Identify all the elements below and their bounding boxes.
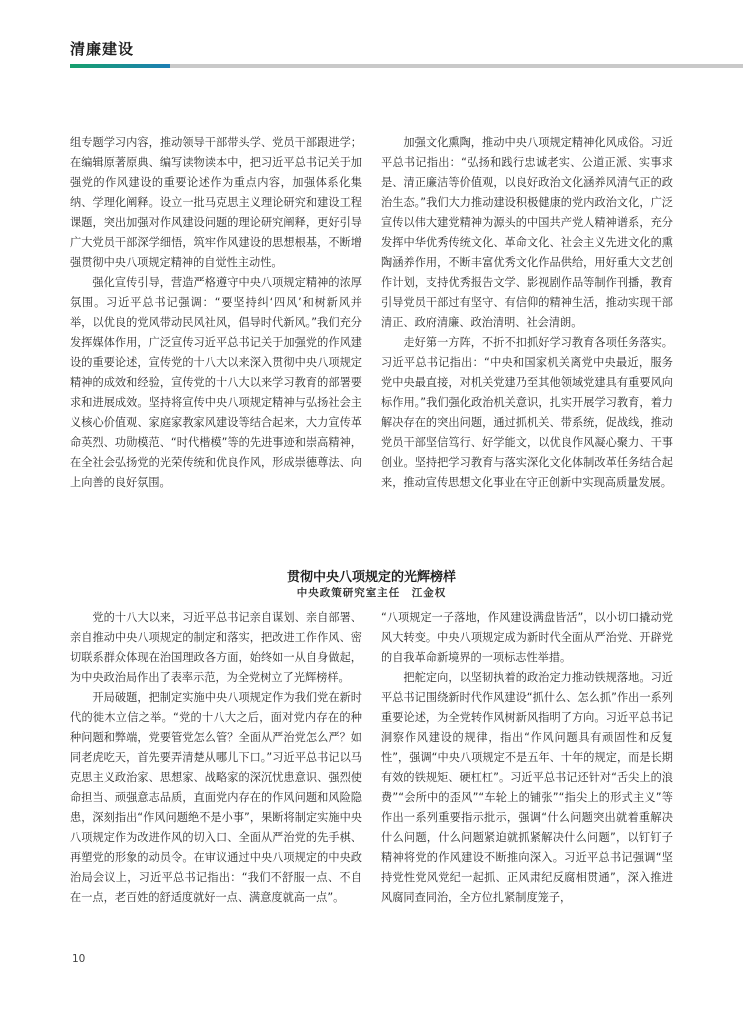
paragraph: 组专题学习内容，推动领导干部带头学、党员干部跟进学；在编辑原著原典、编写读物读本中，把习近平总书记关于加强党的作风建设的重要论述作为重点内容，加强体系化集纳、学理化阐释。设立一批马克思主义理论研究和建设工程课题，突出加强对作风建设问题的理论研究阐释，更好引导广大党员干部深学细悟，筑牢作风建设的思想根基，不断增强贯彻中央八项规定精神的自觉性主动性。 [70, 136, 362, 269]
header-rule [70, 64, 743, 68]
bottom-right-column [381, 608, 673, 908]
paragraph: 加强文化熏陶，推动中央八项规定精神化风成俗。习近平总书记指出：“弘扬和践行忠诚老实、公道正派、实事求是、清正廉洁等价值观，以良好政治文化涵养风清气正的政治生态。”我们大力推动建设积极健康的党内政治文化，广泛宣传以伟大建党精神为源头的中国共产党人精神谱系，充分发挥中华优秀传统文化、革命文化、社会主义先进文化的熏陶涵养作用，不断丰富优秀文化作品供给，用好重大文艺创作计划，支持优秀报告文学、影视剧作品等制作刊播，教育引导党员干部过有坚守、有信仰的精神生活，推动实现干部清正、政府清廉、政治清明、社会清朗。 [381, 136, 673, 329]
top-right-column [381, 133, 673, 493]
paragraph: 强化宣传引导，营造严格遵守中央八项规定精神的浓厚氛围。习近平总书记强调：“要坚持纠‘四风’和树新风并举，以优良的党风带动民风社风，倡导时代新风。”我们充分发挥媒体作用，广泛宣传习近平总书记关于加强党的作风建设的重要论述，宣传党的十八大以来深入贯彻中央八项规定精神的成效和经验，宣传党的十八大以来学习教育的部署要求和进展成效。坚持将宣传中央八项规定精神与弘扬社会主义核心价值观、家庭家教家风建设等结合起来，大力宣传革命英烈、功勋模范、“时代楷模”等的先进事迹和崇高精神，在全社会弘扬党的光荣传统和优良作风，形成崇德尊法、向上向善的良好氛围。 [70, 276, 362, 489]
paragraph: 党的十八大以来，习近平总书记亲自谋划、亲自部署、亲自推动中央八项规定的制定和落实，把改进工作作风、密切联系群众体现在治国理政各方面，始终如一从自身做起，为中央政治局作出了表率示范，为全党树立了光辉榜样。 [70, 611, 362, 684]
paragraph: 走好第一方阵，不折不扣抓好学习教育各项任务落实。习近平总书记指出：“中央和国家机关离党中央最近，服务党中央最直接，对机关党建乃至其他领域党建具有重要风向标作用。”我们强化政治机关意识，扎实开展学习教育，着力解决存在的突出问题，通过抓机关、带系统，促战线，推动党员干部坚信笃行、好学能文，以优良作风凝心聚力、干事创业。坚持把学习教育与落实深化文化体制改革任务结合起来，推动宣传思想文化事业在守正创新中实现高质量发展。 [381, 336, 673, 489]
paragraph: “八项规定一子落地，作风建设满盘皆活”，以小切口撬动党风大转变。中央八项规定成为新时代全面从严治党、开辟党的自我革命新境界的一项标志性举措。 [381, 611, 673, 664]
header-rule-accent [70, 64, 170, 68]
article-title: 贯彻中央八项规定的光辉榜样 [286, 570, 456, 585]
paragraph: 把舵定向，以坚韧执着的政治定力推动铁规落地。习近平总书记围绕新时代作风建设“抓什么、怎么抓”作出一系列重要论述，为全党转作风树新风指明了方向。习近平总书记洞察作风建设的规律，指出“作风问题具有顽固性和反复性”，强调“中央八项规定不是五年、十年的规定，而是长期有效的铁规矩、硬杠杠”。习近平总书记还针对“舌尖上的浪费”“会所中的歪风”“车轮上的铺张”“指尖上的形式主义”等作出一系列重要指示批示，强调“什么问题突出就着重解决什么问题，什么问题紧迫就抓紧解决什么问题”，以钉钉子精神将党的作风建设不断推向深入。习近平总书记强调“坚持党性党风党纪一起抓、正风肃纪反腐相贯通”，深入推进风腐同查同治，全方位扎紧制度笼子， [381, 671, 673, 904]
paragraph: 开局破题，把制定实施中央八项规定作为我们党在新时代的徙木立信之举。“党的十八大之后，面对党内存在的种种问题和弊端，党要管党怎么管？全面从严治党怎么严？如同老虎吃天，首先要弄清楚从哪儿下口。”习近平总书记以马克思主义政治家、思想家、战略家的深沉忧患意识、强烈使命担当、顽强意志品质，直面党内存在的作风问题和风险隐患，深刻指出“作风问题绝不是小事”，果断将制定实施中央八项规定作为改进作风的切入口、全面从严治党的先手棋、再塑党的形象的动员令。在审议通过中央八项规定的中央政治局会议上，习近平总书记指出：“我们不舒服一点、不自在一点，老百姓的舒适度就好一点、满意度就高一点”。 [70, 691, 362, 904]
page-number: 10 [72, 953, 86, 965]
section-title: 清廉建设 [70, 40, 135, 58]
bottom-left-column [70, 608, 362, 908]
article-author: 中央政策研究室主任 江金权 [296, 587, 447, 599]
top-left-column [70, 133, 362, 493]
